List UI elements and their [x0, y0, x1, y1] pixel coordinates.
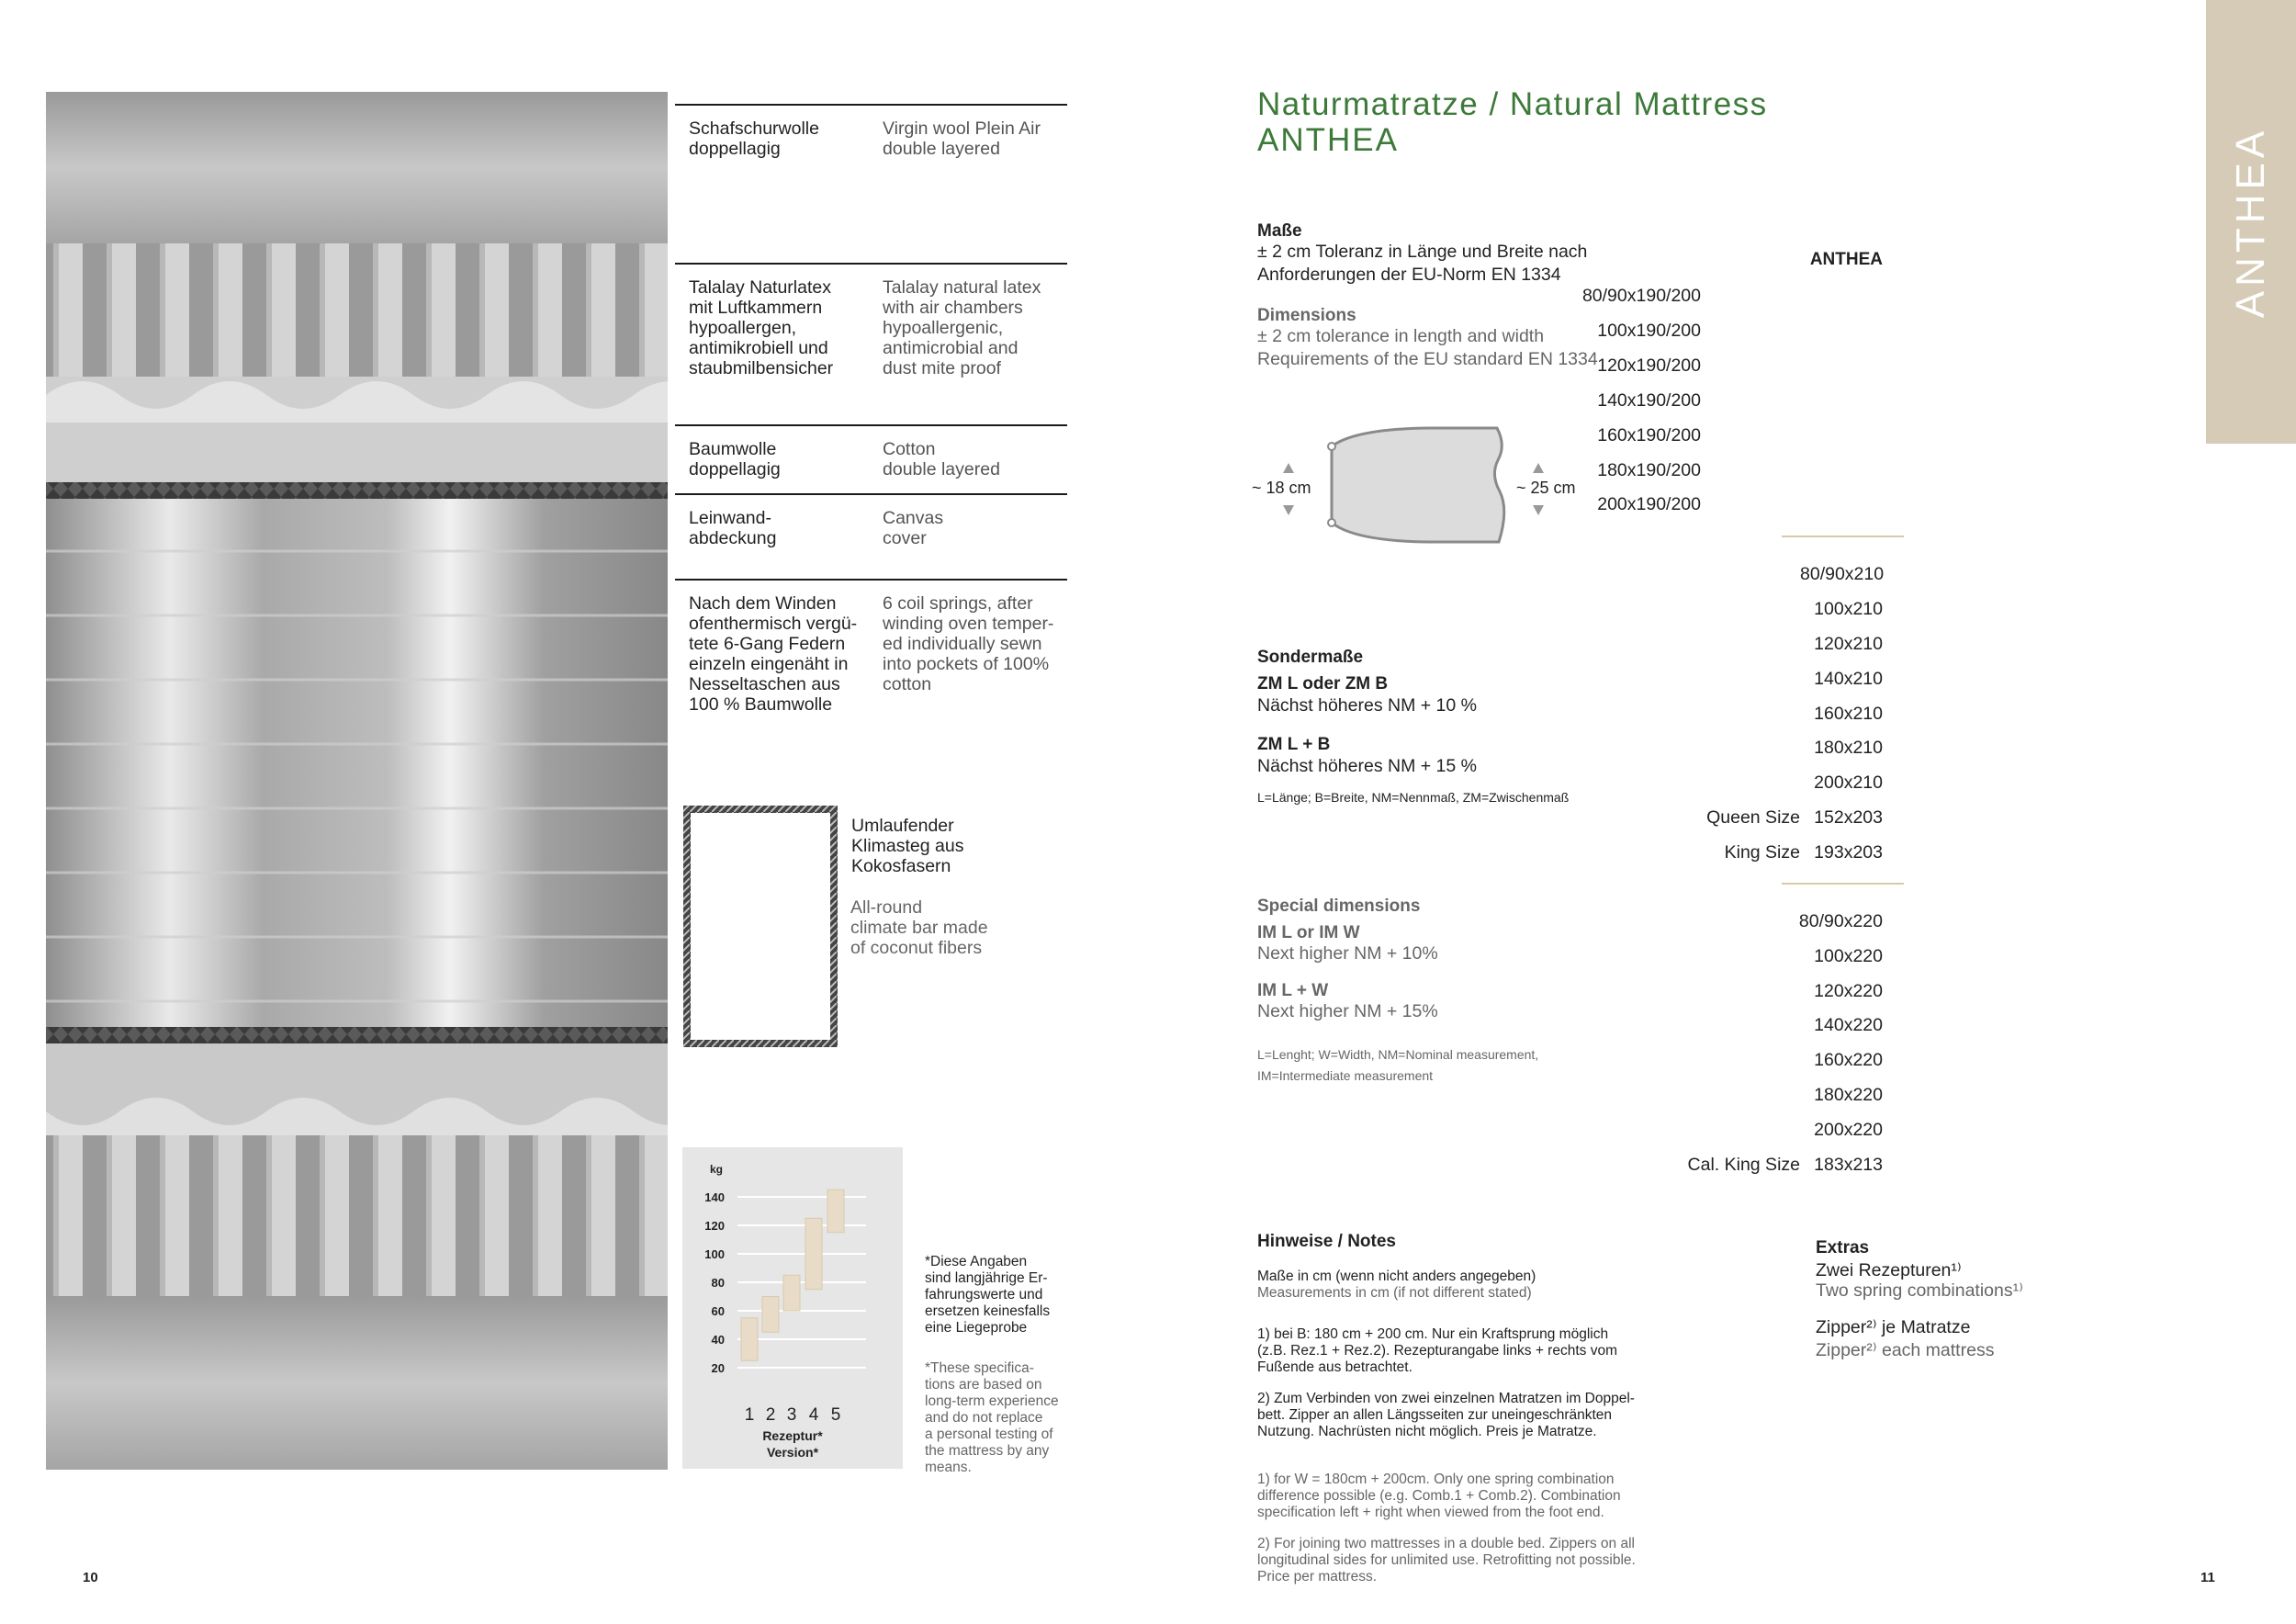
- weight-chart: [682, 1147, 903, 1469]
- chart-note-en: *These specifica- tions are based on long-term experience and do not replace a personal testing of the mattress by any means.: [925, 1360, 1059, 1475]
- size-item: 180x190/200: [1597, 460, 1701, 480]
- size-item: 180x220: [1814, 1085, 1883, 1105]
- chart-y-tick: 20: [711, 1361, 725, 1375]
- chart-range-bar: [741, 1318, 758, 1361]
- product-name: ANTHEA: [1257, 122, 1399, 158]
- side-tab: [2206, 0, 2296, 444]
- extras-heading: Extras: [1816, 1238, 1870, 1257]
- size-item: 80/90x190/200: [1581, 286, 1701, 306]
- size-item: 180x210: [1814, 738, 1883, 758]
- queen-size-value: 152x203: [1814, 807, 1883, 828]
- sizes-divider: [1782, 883, 1904, 885]
- notes-units-de: Maße in cm (wenn nicht anders angegeben): [1257, 1269, 1536, 1284]
- size-item: 140x210: [1814, 669, 1883, 689]
- size-item: 120x210: [1814, 634, 1883, 654]
- layer-label-de: Leinwand- abdeckung: [689, 508, 777, 548]
- king-size-value: 193x203: [1814, 842, 1883, 863]
- chart-range-bar: [805, 1218, 822, 1290]
- layer-label-en: Cotton double layered: [883, 439, 1000, 479]
- extras-line2-en: Zipper²⁾ each mattress: [1816, 1340, 1995, 1360]
- sizes-header: ANTHEA: [1809, 250, 1883, 269]
- special-b-text-en: Next higher NM + 15%: [1257, 1001, 1438, 1021]
- special-a-text-de: Nächst höheres NM + 10 %: [1257, 695, 1477, 716]
- chart-y-tick: 140: [704, 1190, 725, 1204]
- chart-y-tick: 120: [704, 1219, 725, 1233]
- layer-row: [675, 424, 1067, 495]
- size-item: 100x190/200: [1597, 321, 1701, 341]
- layer-label-en: Talalay natural latex with air chambers hypoallergenic, antimicrobial and dust mite proof: [883, 277, 1041, 378]
- page-number-right: 11: [2200, 1570, 2215, 1585]
- special-b-title-de: ZM L + B: [1257, 735, 1331, 754]
- dimensions-text-en: ± 2 cm tolerance in length and width Requirements of the EU standard EN 1334: [1257, 326, 1598, 369]
- extras-line1-en: Two spring combinations¹⁾: [1816, 1280, 2023, 1301]
- sizes-divider: [1782, 536, 1904, 537]
- climate-bar-diagram: [682, 805, 838, 1048]
- size-item: 80/90x220: [1798, 911, 1883, 931]
- note-1-de: 1) bei B: 180 cm + 200 cm. Nur ein Kraftsprung möglich (z.B. Rez.1 + Rez.2). Rezepturangabe links + rechts vom Fußende aus betrachtet.: [1257, 1326, 1617, 1375]
- size-item: 160x190/200: [1597, 425, 1701, 445]
- special-a-title-en: IM L or IM W: [1257, 923, 1360, 942]
- dimensions-heading-en: Dimensions: [1257, 306, 1356, 325]
- chart-y-tick: 80: [711, 1276, 725, 1290]
- size-item: 100x220: [1814, 946, 1883, 966]
- note-2-en: 2) For joining two mattresses in a double bed. Zippers on all longitudinal sides for unlimited use. Retrofitting not possible. Price per mattress.: [1257, 1536, 1636, 1585]
- layer-label-de: Baumwolle doppellagig: [689, 439, 781, 479]
- chart-range-bar: [827, 1190, 844, 1233]
- chart-xlabel-en: Version*: [766, 1445, 819, 1460]
- chart-x-tick: 3: [786, 1405, 797, 1425]
- special-legend-en: L=Lenght; W=Width, NM=Nominal measurement, IM=Intermediate measurement: [1257, 1047, 1539, 1083]
- chart-range-bar: [762, 1297, 779, 1333]
- note-1-en: 1) for W = 180cm + 200cm. Only one spring combination difference possible (e.g. Comb.1 + Comb.2). Combination specification left + right when viewed from the foot end.: [1257, 1472, 1621, 1520]
- chart-x-tick: 1: [744, 1405, 755, 1425]
- layer-label-en: Canvas cover: [883, 508, 944, 548]
- chart-xlabel-de: Rezeptur*: [762, 1428, 823, 1443]
- dimensions-heading-de: Maße: [1257, 221, 1302, 241]
- extras-line2-de: Zipper²⁾ je Matratze: [1816, 1317, 1971, 1337]
- chart-note-de: *Diese Angaben sind langjährige Er- fahrungswerte und ersetzen keinesfalls eine Liegeprobe: [925, 1254, 1051, 1336]
- size-item: 160x210: [1814, 704, 1883, 724]
- chart-x-tick: 4: [808, 1405, 819, 1425]
- special-heading-de: Sondermaße: [1257, 648, 1364, 667]
- size-item: 140x190/200: [1597, 390, 1701, 411]
- special-legend-de: L=Länge; B=Breite, NM=Nennmaß, ZM=Zwischenmaß: [1257, 790, 1570, 805]
- layer-label-de: Schafschurwolle doppellagig: [689, 118, 819, 159]
- mattress-cross-section-image: [46, 92, 668, 1470]
- chart-unit-label: kg: [710, 1163, 724, 1176]
- size-item: 120x190/200: [1597, 355, 1701, 376]
- layer-label-de: Nach dem Winden ofenthermisch vergü- tete 6-Gang Federn einzeln eingenäht in Nesseltaschen aus 100 % Baumwolle: [689, 593, 858, 715]
- size-item: 160x220: [1814, 1050, 1883, 1070]
- edge-height-label: ~ 18 cm: [1252, 479, 1311, 497]
- layer-row: [675, 493, 1067, 578]
- chart-x-tick: 5: [830, 1405, 841, 1425]
- special-b-text-de: Nächst höheres NM + 15 %: [1257, 756, 1477, 776]
- special-a-title-de: ZM L oder ZM B: [1257, 674, 1389, 694]
- size-item: 200x220: [1814, 1120, 1883, 1140]
- size-item: 140x220: [1814, 1015, 1883, 1035]
- size-item: 120x220: [1814, 981, 1883, 1001]
- king-size-label: King Size: [1724, 842, 1800, 863]
- chart-y-tick: 60: [711, 1304, 725, 1318]
- layer-label-en: Virgin wool Plein Air double layered: [883, 118, 1041, 159]
- cal-king-size-label: Cal. King Size: [1687, 1155, 1800, 1175]
- size-item: 100x210: [1814, 599, 1883, 619]
- weight-chart-plot: [682, 1147, 903, 1469]
- climate-bar-text-en: All-round climate bar made of coconut fibers: [850, 897, 988, 958]
- layer-row: [675, 263, 1067, 425]
- chart-y-tick: 40: [711, 1333, 725, 1347]
- side-tab-label: ANTHEA: [2228, 126, 2274, 318]
- cal-king-size-value: 183x213: [1814, 1155, 1883, 1175]
- size-item: 200x190/200: [1597, 494, 1701, 514]
- special-b-title-en: IM L + W: [1257, 981, 1329, 1000]
- chart-range-bar: [783, 1275, 800, 1311]
- extras-line1-de: Zwei Rezepturen¹⁾: [1816, 1260, 1962, 1280]
- chart-y-tick: 100: [704, 1247, 725, 1261]
- notes-units-en: Measurements in cm (if not different stated): [1257, 1285, 1532, 1301]
- notes-heading: Hinweise / Notes: [1257, 1232, 1396, 1251]
- special-a-text-en: Next higher NM + 10%: [1257, 943, 1438, 964]
- climate-bar-text-de: Umlaufender Klimasteg aus Kokosfasern: [851, 816, 964, 876]
- dimensions-text-de: ± 2 cm Toleranz in Länge und Breite nach Anforderungen der EU-Norm EN 1334: [1257, 242, 1588, 285]
- chart-x-tick: 2: [765, 1405, 776, 1425]
- page-number-left: 10: [83, 1570, 98, 1585]
- size-item: 80/90x210: [1800, 564, 1885, 584]
- center-height-label: ~ 25 cm: [1516, 479, 1576, 497]
- special-heading-en: Special dimensions: [1257, 897, 1421, 916]
- layer-row: [675, 579, 1067, 737]
- layer-row: [675, 104, 1067, 262]
- layer-label-en: 6 coil springs, after winding oven temper- ed individually sewn into pockets of 100% cotton: [883, 593, 1054, 694]
- layer-label-de: Talalay Naturlatex mit Luftkammern hypoallergen, antimikrobiell und staubmilbensicher: [689, 277, 834, 378]
- queen-size-label: Queen Size: [1706, 807, 1800, 828]
- note-2-de: 2) Zum Verbinden von zwei einzelnen Matratzen im Doppel- bett. Zipper an allen Längsseiten zur uneingeschränkten Nutzung. Nachrüsten nicht möglich. Preis je Matratze.: [1257, 1391, 1635, 1439]
- size-item: 200x210: [1814, 773, 1883, 793]
- page-title: Naturmatratze / Natural Mattress: [1257, 86, 1768, 122]
